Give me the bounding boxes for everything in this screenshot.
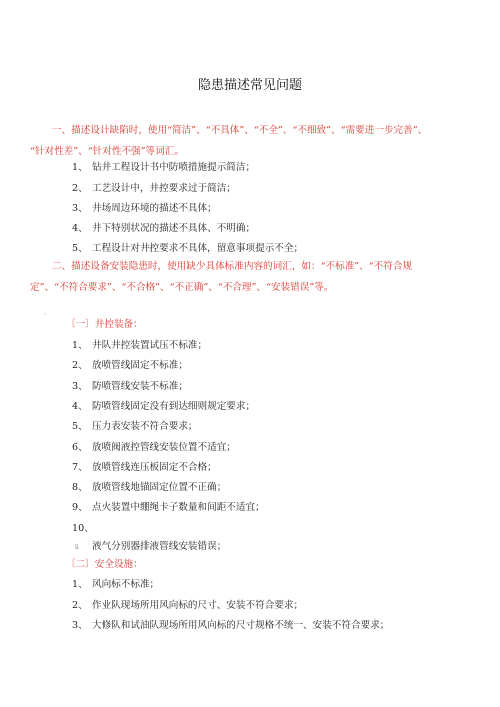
- list-item: 2、 放喷管线固定不标准；: [72, 360, 188, 371]
- page-title: 隐患描述常见问题: [197, 78, 302, 93]
- list-item: 5、 压力表安装不符合要求；: [72, 421, 198, 432]
- list-item: 4、 防喷管线固定没有到达细则规定要求；: [72, 401, 256, 412]
- section-1-line-2: “针对性差”、“针对性不强”等词汇。: [30, 146, 184, 157]
- list-item: 3、 井场周边环境的描述不具体；: [72, 203, 217, 214]
- list-item: 8、 放喷管线地锚固定位置不正确；: [72, 482, 227, 493]
- list-item-continued: 液气分别器排液管线安装错误；: [92, 541, 227, 552]
- section-2-line-1: 二、描述设备安装隐患时，使用缺少具体标准内容的词汇，如：“不标准”、“不符合规: [52, 261, 413, 272]
- list-item: 4、 井下特别状况的描述不具体、不明确；: [72, 223, 256, 234]
- list-item: 3、 防喷管线安装不标准；: [72, 381, 188, 392]
- subsection-heading: 〔一〕井控装备：: [66, 319, 143, 330]
- list-item: 7、 放喷管线连压板固定不合格；: [72, 462, 217, 473]
- list-item: 10、: [72, 523, 94, 534]
- list-item: 1、 井队井控装置试压不标准；: [72, 340, 208, 351]
- list-item: 3、 大修队和试油队现场所用风向标的尺寸规格不统一、安装不符合要求；: [72, 620, 390, 631]
- list-item: 6、 放喷阀液控管线安装位置不适宜；: [72, 442, 236, 453]
- stray-mark: li: [75, 544, 79, 551]
- section-2-line-2: 定”、“不符合要求”、“不合格”、“不正确”、“不合理”、“安装错误”等。: [30, 282, 334, 293]
- section-2-intro: [30, 256, 464, 298]
- list-item: 2、 作业队现场所用风向标的尺寸、安装不符合要求；: [72, 600, 304, 611]
- list-item: 5、 工程设计对井控要求不具体，留意事项提示不全；: [72, 243, 304, 254]
- list-item: 1、 风向标不标准；: [72, 579, 160, 590]
- stray-mark: 、: [44, 309, 51, 316]
- section-1-intro: [30, 120, 464, 162]
- list-item: 2、 工艺设计中，井控要求过于简洁；: [72, 183, 236, 194]
- list-item: 1、 钻井工程设计书中防喷措施提示简洁；: [72, 162, 256, 173]
- subsection-heading: 〔二〕安全设施：: [66, 559, 143, 570]
- section-1-line-1: 一、描述设计缺陷时，使用“简洁”、“不具体”、“不全”、“不细致”、“需要进一步完善”、: [52, 125, 428, 136]
- list-item: 9、 点火装置中绷绳卡子数量和间距不适宜；: [72, 502, 265, 513]
